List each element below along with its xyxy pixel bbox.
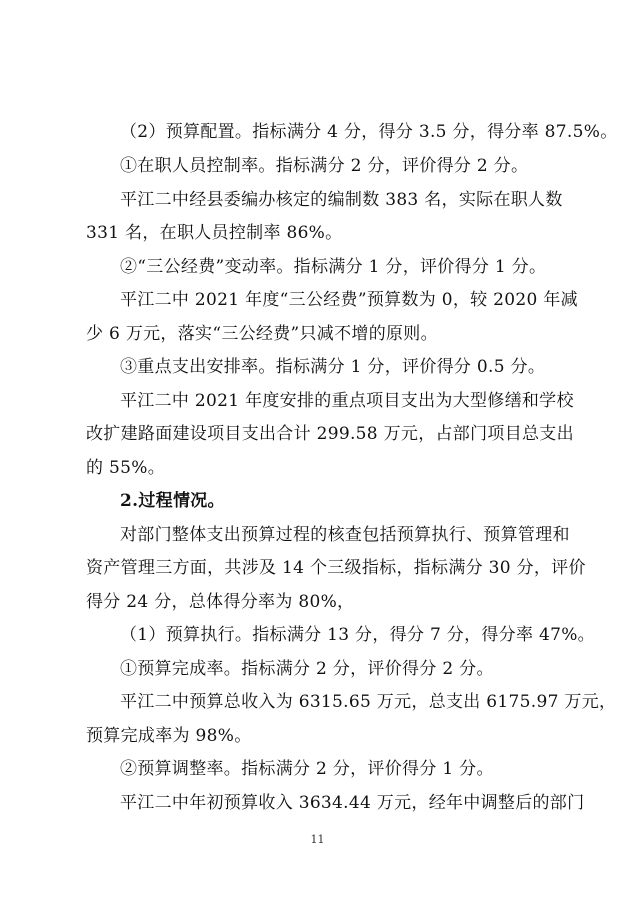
paragraph-budget-execution-heading: （1）预算执行。指标满分 13 分，得分 7 分，得分率 47%。 [120,625,595,645]
paragraph-staff-control-detail-line1: 平江二中经县委编办核定的编制数 383 名，实际在职人数 [120,190,563,210]
section-heading-process: 2.过程情况。 [120,491,225,511]
paragraph-budget-completion-detail-line1: 平江二中预算总收入为 6315.65 万元，总支出 6175.97 万元， [120,692,617,712]
paragraph-three-public-detail-line2: 少 6 万元，落实“三公经费”只减不增的原则。 [86,324,438,344]
page-number: 11 [310,833,325,846]
paragraph-budget-completion-indicator: ①预算完成率。指标满分 2 分，评价得分 2 分。 [120,659,494,679]
paragraph-process-detail-line1: 对部门整体支出预算过程的核查包括预算执行、预算管理和 [120,525,570,545]
paragraph-budget-adjustment-detail-line1: 平江二中年初预算收入 3634.44 万元，经年中调整后的部门 [120,793,585,813]
paragraph-process-detail-line3: 得分 24 分，总体得分率为 80%， [86,592,355,612]
paragraph-three-public-detail-line1: 平江二中 2021 年度“三公经费”预算数为 0，较 2020 年减 [120,290,578,310]
paragraph-budget-completion-detail-line2: 预算完成率为 98%。 [86,726,252,746]
paragraph-staff-control-indicator: ①在职人员控制率。指标满分 2 分，评价得分 2 分。 [120,156,529,176]
paragraph-budget-allocation-heading: （2）预算配置。指标满分 4 分，得分 3.5 分，得分率 87.5%。 [120,122,618,142]
paragraph-key-spending-detail-line2: 改扩建路面建设项目支出合计 299.58 万元，占部门项目总支出 [86,424,574,444]
paragraph-staff-control-detail-line2: 331 名，在职人员控制率 86%。 [86,223,343,243]
paragraph-three-public-change-indicator: ②“三公经费”变动率。指标满分 1 分，评价得分 1 分。 [120,257,547,277]
paragraph-key-spending-indicator: ③重点支出安排率。指标满分 1 分，评价得分 0.5 分。 [120,357,546,377]
paragraph-budget-adjustment-indicator: ②预算调整率。指标满分 2 分，评价得分 1 分。 [120,759,494,779]
paragraph-key-spending-detail-line1: 平江二中 2021 年度安排的重点项目支出为大型修缮和学校 [120,391,574,411]
paragraph-key-spending-detail-line3: 的 55%。 [86,458,165,478]
paragraph-process-detail-line2: 资产管理三方面，共涉及 14 个三级指标，指标满分 30 分，评价 [86,558,586,578]
